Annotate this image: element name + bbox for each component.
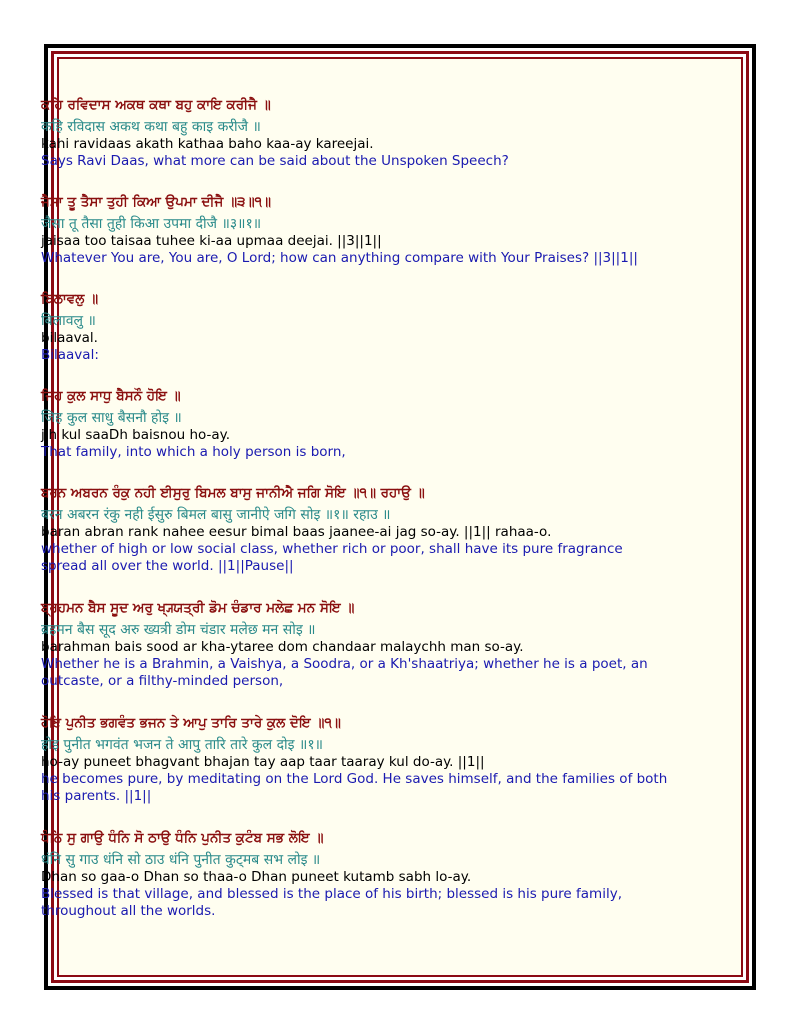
verse-gurmukhi: ਹੋਇ ਪੁਨੀਤ ਭਗਵੰਤ ਭਜਨ ਤੇ ਆਪੁ ਤਾਰਿ ਤਾਰੇ ਕੁਲ ਦੋਇ ॥੧॥ bbox=[41, 715, 341, 731]
verse-block bbox=[41, 97, 509, 170]
verse-hindi: होइ पुनीत भगवंत भजन ते आपु तारि तारे कुल दोइ ॥१॥ bbox=[41, 737, 324, 753]
verse-transliteration: Dhan so gaa-o Dhan so thaa-o Dhan puneet kutamb sabh lo-ay. bbox=[41, 869, 472, 885]
verse-transliteration: bilaaval. bbox=[41, 330, 98, 346]
verse-gurmukhi: ਜੈਸਾ ਤੂ ਤੈਸਾ ਤੁਹੀ ਕਿਆ ਉਪਮਾ ਦੀਜੈ ॥੩॥੧॥ bbox=[41, 194, 271, 210]
verse-hindi: बरन अबरन रंकु नही ईसुरु बिमल बासु जानीऐ जगि सोइ ॥१॥ रहाउ ॥ bbox=[41, 507, 391, 523]
verse-hindi: ब्रहमन बैस सूद अरु ख्यत्री डोम चंडार मलेछ मन सोइ ॥ bbox=[41, 622, 316, 638]
verse-translation: whether of high or low social class, whether rich or poor, shall have its pure fragrance spread all over the world. ||1||Pause|| bbox=[41, 541, 623, 574]
verse-gurmukhi: ਜਿਹ ਕੁਲ ਸਾਧੁ ਬੈਸਨੌ ਹੋਇ ॥ bbox=[41, 388, 181, 404]
verse-transliteration: ho-ay puneet bhagvant bhajan tay aap taar taaray kul do-ay. ||1|| bbox=[41, 754, 485, 770]
verse-gurmukhi: ਕਹਿ ਰਵਿਦਾਸ ਅਕਥ ਕਥਾ ਬਹੁ ਕਾਇ ਕਰੀਜੈ ॥ bbox=[41, 97, 271, 113]
verse-transliteration: jih kul saaDh baisnou ho-ay. bbox=[41, 427, 231, 443]
verse-hindi: जिह कुल साधु बैसनौ होइ ॥ bbox=[41, 410, 182, 426]
verse-block bbox=[41, 830, 671, 920]
verse-transliteration: barahman bais sood ar kha-ytaree dom chandaar malaychh man so-ay. bbox=[41, 639, 524, 655]
verse-gurmukhi: ਬਿਲਾਵਲੁ ॥ bbox=[41, 291, 99, 307]
verse-translation: Bilaaval: bbox=[41, 347, 99, 363]
verse-hindi: बिलावलु ॥ bbox=[41, 313, 96, 329]
verse-translation: Whatever You are, You are, O Lord; how can anything compare with Your Praises? ||3||1|| bbox=[41, 250, 638, 266]
verse-translation: That family, into which a holy person is born, bbox=[41, 444, 346, 460]
verse-block bbox=[41, 388, 346, 461]
verse-translation: he becomes pure, by meditating on the Lord God. He saves himself, and the families of both his parents. ||1|| bbox=[41, 771, 668, 804]
verse-gurmukhi: ਬ੍ਰਹਮਨ ਬੈਸ ਸੂਦ ਅਰੁ ਖ੍ਯ੍ਯਤ੍ਰੀ ਡੋਮ ਚੰਡਾਰ ਮਲੇਛ ਮਨ ਸੋਇ ॥ bbox=[41, 600, 355, 616]
verse-transliteration: jaisaa too taisaa tuhee ki-aa upmaa deejai. ||3||1|| bbox=[41, 233, 382, 249]
verse-hindi: धंनि सु गाउ धंनि सो ठाउ धंनि पुनीत कुट्मब सभ लोइ ॥ bbox=[41, 852, 321, 868]
verse-translation: Whether he is a Brahmin, a Vaishya, a Soodra, or a Kh'shaatriya; whether he is a poet, an outcaste, or a filthy-minded person, bbox=[41, 656, 648, 689]
verse-hindi: जैसा तू तैसा तुही किआ उपमा दीजै ॥३॥१॥ bbox=[41, 216, 262, 232]
verse-hindi: कहि रविदास अकथ कथा बहु काइ करीजै ॥ bbox=[41, 119, 261, 135]
verse-translation: Says Ravi Daas, what more can be said about the Unspoken Speech? bbox=[41, 153, 509, 169]
verse-block bbox=[41, 600, 671, 690]
verse-transliteration: kahi ravidaas akath kathaa baho kaa-ay kareejai. bbox=[41, 136, 374, 152]
verse-transliteration: baran abran rank nahee eesur bimal baas jaanee-ai jag so-ay. ||1|| rahaa-o. bbox=[41, 524, 552, 540]
verse-gurmukhi: ਬਰਨ ਅਬਰਨ ਰੰਕੁ ਨਹੀ ਈਸੁਰੁ ਬਿਮਲ ਬਾਸੁ ਜਾਨੀਐ ਜਗਿ ਸੋਇ ॥੧॥ ਰਹਾਉ ॥ bbox=[41, 485, 425, 501]
verse-block bbox=[41, 291, 99, 364]
verse-block bbox=[41, 715, 671, 805]
verse-translation: Blessed is that village, and blessed is the place of his birth; blessed is his pure family, throughout all the worlds. bbox=[41, 886, 622, 919]
verse-gurmukhi: ਧੰਨਿ ਸੁ ਗਾਉ ਧੰਨਿ ਸੋ ਠਾਉ ਧੰਨਿ ਪੁਨੀਤ ਕੁਟੰਬ ਸਭ ਲੋਇ ॥ bbox=[41, 830, 324, 846]
verse-block bbox=[41, 194, 638, 267]
verse-block bbox=[41, 485, 671, 575]
